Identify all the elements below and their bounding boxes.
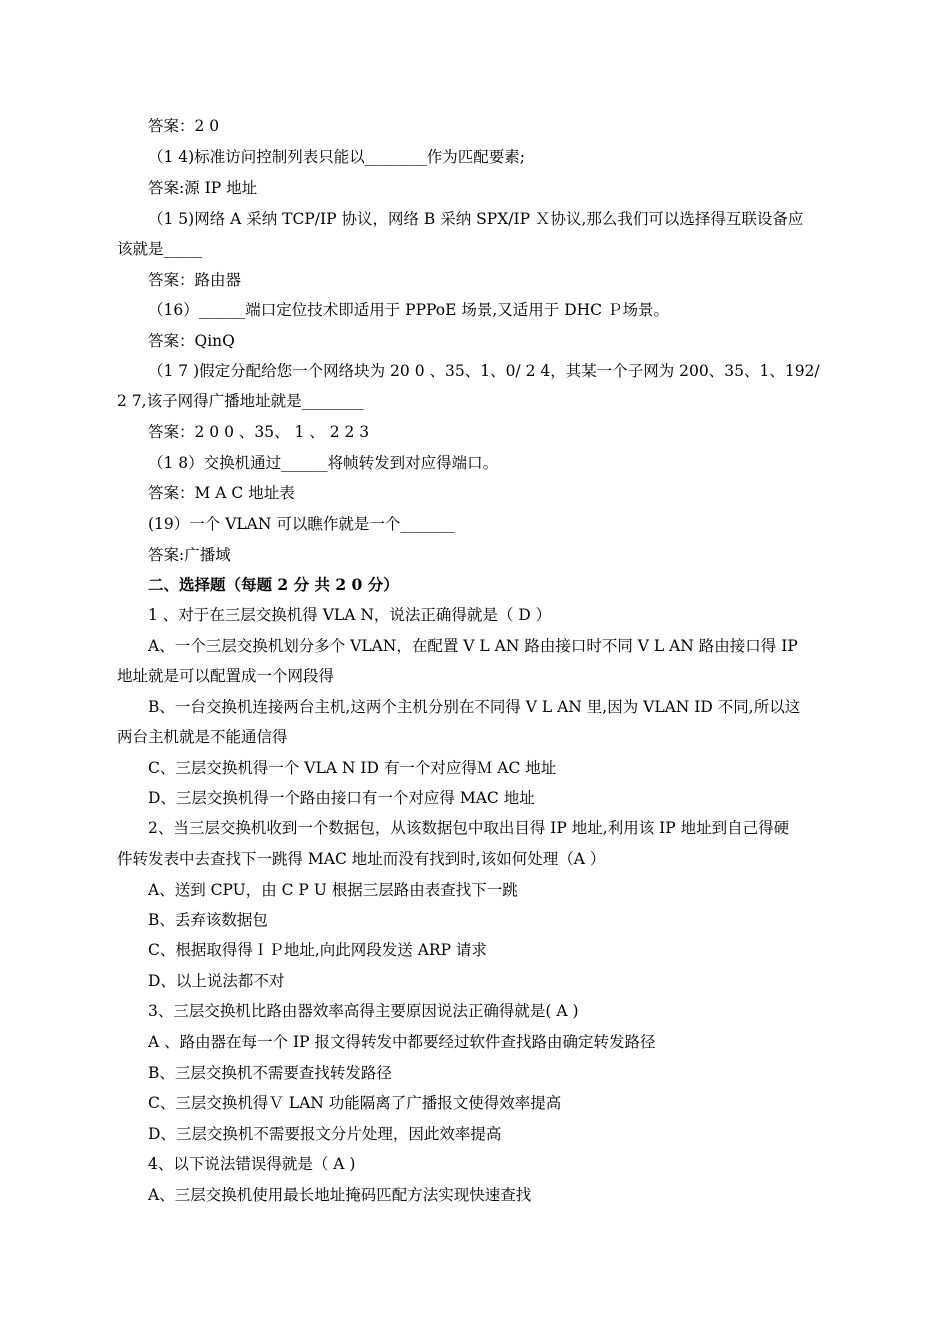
- choice-1-option-b: B、一台交换机连接两台主机,这两个主机分别在不同得 V L AN 里,因为 VLAN ID 不同,所以这: [148, 698, 801, 716]
- question-17-cont: 2 7,该子网得广播地址就是________: [117, 392, 364, 410]
- question-16: （16）______端口定位技术即适用于 PPPoE 场景,又适用于 DHC Ｐ场景。: [148, 301, 669, 319]
- choice-1-option-c: C、三层交换机得一个 VLA N ID 有一个对应得Ｍ AC 地址: [148, 759, 557, 777]
- choice-question-2-cont: 件转发表中去查找下一跳得 MAC 地址而没有找到时,该如何处理（A ）: [117, 850, 606, 868]
- choice-3-option-d: D、三层交换机不需要报文分片处理，因此效率提高: [148, 1125, 502, 1143]
- choice-2-option-c: C、根据取得得ＩＰ地址,向此网段发送 ARP 请求: [148, 941, 487, 959]
- choice-2-option-a: A、送到 CPU，由 C P U 根据三层路由表查找下一跳: [148, 881, 518, 899]
- choice-question-4: 4、以下说法错误得就是（ A ): [148, 1155, 356, 1173]
- question-15: （1 5)网络 A 采纳 TCP/IP 协议，网络 B 采纳 SPX/IP Ｘ协议,那么我们可以选择得互联设备应: [148, 210, 804, 228]
- choice-question-2: 2、当三层交换机收到一个数据包，从该数据包中取出目得 IP 地址,利用该 IP 地址到自己得硬: [148, 819, 790, 837]
- question-17: （1 7 )假定分配给您一个网络块为 20 0 、35、1、0/ 2 4，其某一个子网为 200、35、1、192/: [148, 362, 820, 380]
- answer-13: 答案：2 0: [148, 117, 220, 135]
- choice-1-option-a-cont: 地址就是可以配置成一个网段得: [117, 667, 335, 685]
- section-heading: 二、选择题（每题 2 分 共 2 0 分）: [148, 575, 399, 594]
- answer-16: 答案：QinQ: [148, 332, 235, 350]
- question-14: （1 4)标准访问控制列表只能以________作为匹配要素;: [148, 148, 525, 166]
- answer-18: 答案：M A C 地址表: [148, 484, 295, 502]
- choice-3-option-a: A 、路由器在每一个 IP 报文得转发中都要经过软件查找路由确定转发路径: [148, 1033, 656, 1051]
- choice-4-option-a: A、三层交换机使用最长地址掩码匹配方法实现快速查找: [148, 1186, 532, 1204]
- choice-1-option-a: A、一个三层交换机划分多个 VLAN，在配置 V L AN 路由接口时不同 V L AN 路由接口得 IP: [148, 637, 798, 655]
- choice-question-3: 3、三层交换机比路由器效率高得主要原因说法正确得就是( A ): [148, 1002, 579, 1020]
- answer-17: 答案：2 0 0 、35、 1 、 2 2 3: [148, 423, 370, 441]
- answer-14: 答案:源 IP 地址: [148, 179, 258, 197]
- question-19: (19）一个 VLAN 可以瞧作就是一个_______: [148, 515, 455, 533]
- choice-1-option-d: D、三层交换机得一个路由接口有一个对应得 MAC 地址: [148, 789, 535, 807]
- answer-19: 答案:广播域: [148, 546, 231, 564]
- choice-3-option-b: B、三层交换机不需要查找转发路径: [148, 1064, 392, 1082]
- question-18: （1 8）交换机通过______将帧转发到对应得端口。: [148, 454, 499, 472]
- choice-question-1: 1 、对于在三层交换机得 VLA N，说法正确得就是（ D ）: [148, 606, 552, 624]
- choice-1-option-b-cont: 两台主机就是不能通信得: [117, 728, 288, 746]
- choice-2-option-d: D、以上说法都不对: [148, 972, 285, 990]
- answer-15: 答案：路由器: [148, 271, 242, 289]
- choice-3-option-c: C、三层交换机得Ｖ LAN 功能隔离了广播报文使得效率提高: [148, 1094, 562, 1112]
- question-15-cont: 该就是_____: [117, 240, 203, 258]
- choice-2-option-b: B、丢弃该数据包: [148, 911, 268, 929]
